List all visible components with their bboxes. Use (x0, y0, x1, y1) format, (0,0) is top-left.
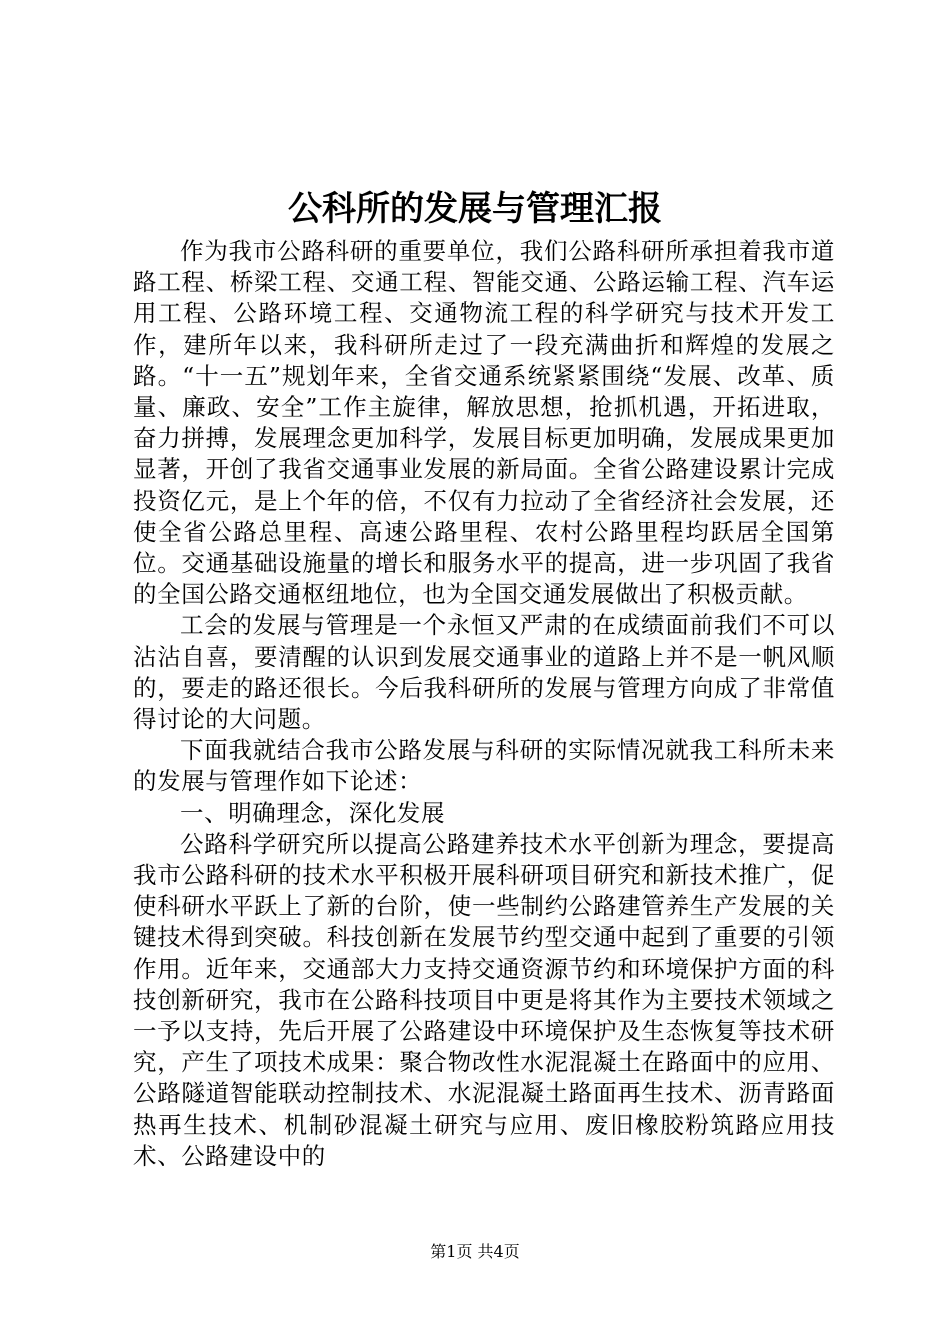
page-number-footer: 第1页 共4页 (430, 1242, 520, 1261)
paragraph-section-1: 公路科学研究所以提高公路建养技术水平创新为理念，要提高我市公路科研的技术水平积极开展科研项目研究和新技术推广，促使科研水平跃上了新的台阶，使一些制约公路建管养生产发展的关键技术得到突破。科技创新在发展节约型交通中起到了重要的引领作用。近年来，交通部大力支持交通资源节约和环境保护方面的科技创新研究，我市在公路科技项目中更是将其作为主要技术领域之一予以支持，先后开展了公路建设中环境保护及生态恢复等技术研究，产生了项技术成果：聚合物改性水泥混凝土在路面中的应用、公路隧道智能联动控制技术、水泥混凝土路面再生技术、沥青路面热再生技术、机制砂混凝土研究与应用、废旧橡胶粉筑路应用技术、公路建设中的 (133, 829, 835, 1170)
paragraph-lead-in: 下面我就结合我市公路发展与科研的实际情况就我工科所未来的发展与管理作如下论述： (133, 736, 835, 796)
paragraph-intro: 作为我市公路科研的重要单位，我们公路科研所承担着我市道路工程、桥梁工程、交通工程、智能交通、公路运输工程、汽车运用工程、公路环境工程、交通物流工程的科学研究与技术开发工作，建所年以来，我科研所走过了一段充满曲折和辉煌的发展之路。“十一五”规划年来，全省交通系统紧紧围绕“发展、改革、质量、廉政、安全”工作主旋律，解放思想，抢抓机遇，开拓进取，奋力拼搏，发展理念更加科学，发展目标更加明确，发展成果更加显著，开创了我省交通事业发展的新局面。全省公路建设累计完成投资亿元，是上个年的倍，不仅有力拉动了全省经济社会发展，还使全省公路总里程、高速公路里程、农村公路里程均跃居全国第位。交通基础设施量的增长和服务水平的提高，进一步巩固了我省的全国公路交通枢纽地位，也为全国交通发展做出了积极贡献。 (133, 237, 835, 609)
paragraph-union: 工会的发展与管理是一个永恒又严肃的在成绩面前我们不可以沾沾自喜，要清醒的认识到发展交通事业的道路上并不是一帆风顺的，要走的路还很长。今后我科研所的发展与管理方向成了非常值得讨论的大问题。 (133, 611, 835, 734)
section-heading-1: 一、明确理念，深化发展 (180, 798, 446, 827)
document-title: 公科所的发展与管理汇报 (288, 189, 662, 229)
document-body (133, 236, 835, 1172)
